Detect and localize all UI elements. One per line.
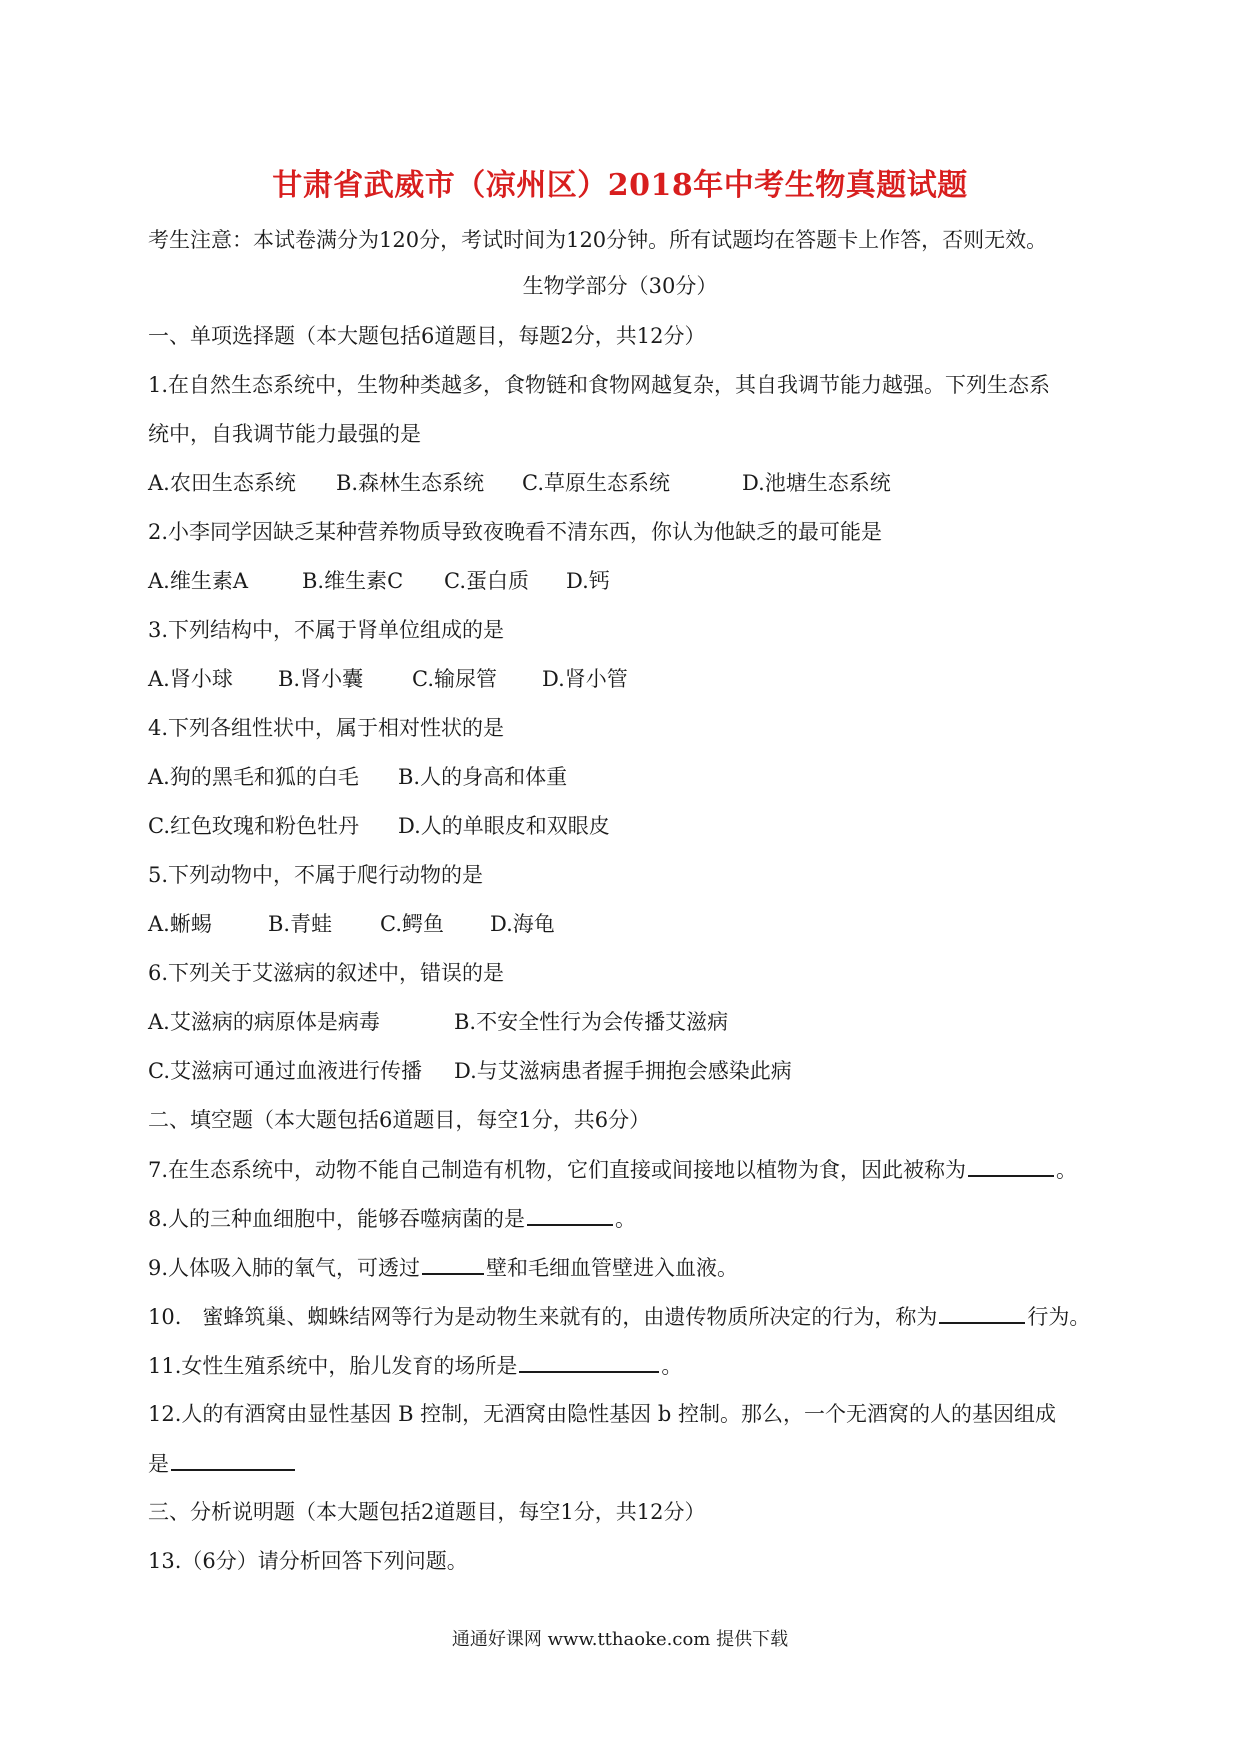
option-c: C.红色玫瑰和粉色牡丹: [148, 814, 359, 838]
question-8-end: 。: [615, 1207, 637, 1231]
exam-title: 甘肃省武威市（凉州区）2018年中考生物真题试题: [272, 168, 968, 203]
question-6-stem: 6.下列关于艾滋病的叙述中，错误的是: [148, 961, 505, 985]
option-b: B.不安全性行为会传播艾滋病: [454, 1010, 729, 1034]
answer-blank: [527, 1204, 613, 1226]
option-d: D.海龟: [490, 912, 555, 936]
section-2-heading: 二、填空题（本大题包括6道题目，每空1分，共6分）: [148, 1108, 651, 1132]
question-10: [148, 1302, 1108, 1331]
question-10-text: 10. 蜜蜂筑巢、蜘蛛结网等行为是动物生来就有的，由遗传物质所决定的行为，称为: [148, 1305, 938, 1329]
option-d: D.人的单眼皮和双眼皮: [398, 814, 610, 838]
question-12-line-1: 12.人的有酒窝由显性基因 B 控制，无酒窝由隐性基因 b 控制。那么，一个无酒窝的人的基因组成: [148, 1402, 1056, 1426]
option-d: D.钙: [566, 569, 610, 593]
option-c: C.草原生态系统: [522, 471, 670, 495]
question-1-line-1: 1.在自然生态系统中，生物种类越多，食物链和食物网越复杂，其自我调节能力越强。下列生态系: [148, 373, 1051, 397]
question-5-stem: 5.下列动物中，不属于爬行动物的是: [148, 863, 484, 887]
section-3-heading: 三、分析说明题（本大题包括2道题目，每空1分，共12分）: [148, 1500, 706, 1524]
question-12-text: 是: [148, 1452, 169, 1476]
option-b: B.人的身高和体重: [398, 765, 568, 789]
question-9-text: 9.人体吸入肺的氧气，可透过: [148, 1256, 421, 1280]
option-a: A.艾滋病的病原体是病毒: [148, 1010, 380, 1034]
question-6-options-row-2: [148, 1057, 1108, 1085]
question-13: 13.（6分）请分析回答下列问题。: [148, 1549, 468, 1573]
option-b: B.青蛙: [268, 912, 333, 936]
option-d: D.肾小管: [542, 667, 628, 691]
question-10-end: 行为。: [1027, 1305, 1091, 1329]
question-1-line-2: 统中，自我调节能力最强的是: [148, 422, 421, 446]
option-c: C.蛋白质: [444, 569, 529, 593]
question-11-end: 。: [661, 1354, 683, 1378]
question-7-end: 。: [1056, 1158, 1078, 1182]
section-1-heading: 一、单项选择题（本大题包括6道题目，每题2分，共12分）: [148, 324, 706, 348]
question-7-text: 7.在生态系统中，动物不能自己制造有机物，它们直接或间接地以植物为食，因此被称为: [148, 1158, 967, 1182]
option-a: A.蜥蜴: [148, 912, 212, 936]
answer-blank: [422, 1253, 484, 1275]
question-7: [148, 1155, 1108, 1184]
option-a: A.维生素A: [148, 569, 249, 593]
option-c: C.艾滋病可通过血液进行传播: [148, 1059, 422, 1083]
question-9: [148, 1253, 1108, 1282]
option-a: A.狗的黑毛和狐的白毛: [148, 765, 359, 789]
page-footer: 通通好课网 www.tthaoke.com 提供下载: [451, 1629, 789, 1650]
question-2-options: [148, 567, 1108, 595]
question-9-end: 壁和毛细血管壁进入血液。: [486, 1256, 739, 1280]
question-4-options-row-1: [148, 763, 1108, 791]
question-8-text: 8.人的三种血细胞中，能够吞噬病菌的是: [148, 1207, 526, 1231]
answer-blank: [968, 1155, 1054, 1177]
option-a: A.农田生态系统: [148, 471, 296, 495]
option-d: D.与艾滋病患者握手拥抱会感染此病: [454, 1059, 792, 1083]
option-b: B.肾小囊: [278, 667, 364, 691]
question-2-stem: 2.小李同学因缺乏某种营养物质导致夜晚看不清东西，你认为他缺乏的最可能是: [148, 520, 883, 544]
option-b: B.森林生态系统: [336, 471, 485, 495]
question-1-options: [148, 469, 1108, 497]
question-11: [148, 1351, 1108, 1380]
question-3-options: [148, 665, 1108, 693]
question-12-line-2: [148, 1449, 1108, 1478]
answer-blank: [171, 1449, 295, 1471]
option-b: B.维生素C: [302, 569, 404, 593]
answer-blank: [939, 1302, 1025, 1324]
exam-notice: 考生注意：本试卷满分为120分，考试时间为120分钟。所有试题均在答题卡上作答，否则无效。: [148, 228, 1048, 252]
option-d: D.池塘生态系统: [742, 471, 891, 495]
option-c: C.输尿管: [412, 667, 497, 691]
part-title: 生物学部分（30分）: [522, 274, 718, 298]
option-c: C.鳄鱼: [380, 912, 444, 936]
question-5-options: [148, 910, 1108, 938]
question-8: [148, 1204, 1108, 1233]
question-11-text: 11.女性生殖系统中，胎儿发育的场所是: [148, 1354, 518, 1378]
option-a: A.肾小球: [148, 667, 233, 691]
question-4-stem: 4.下列各组性状中，属于相对性状的是: [148, 716, 505, 740]
question-4-options-row-2: [148, 812, 1108, 840]
question-6-options-row-1: [148, 1008, 1108, 1036]
question-3-stem: 3.下列结构中，不属于肾单位组成的是: [148, 618, 505, 642]
answer-blank: [519, 1351, 659, 1373]
